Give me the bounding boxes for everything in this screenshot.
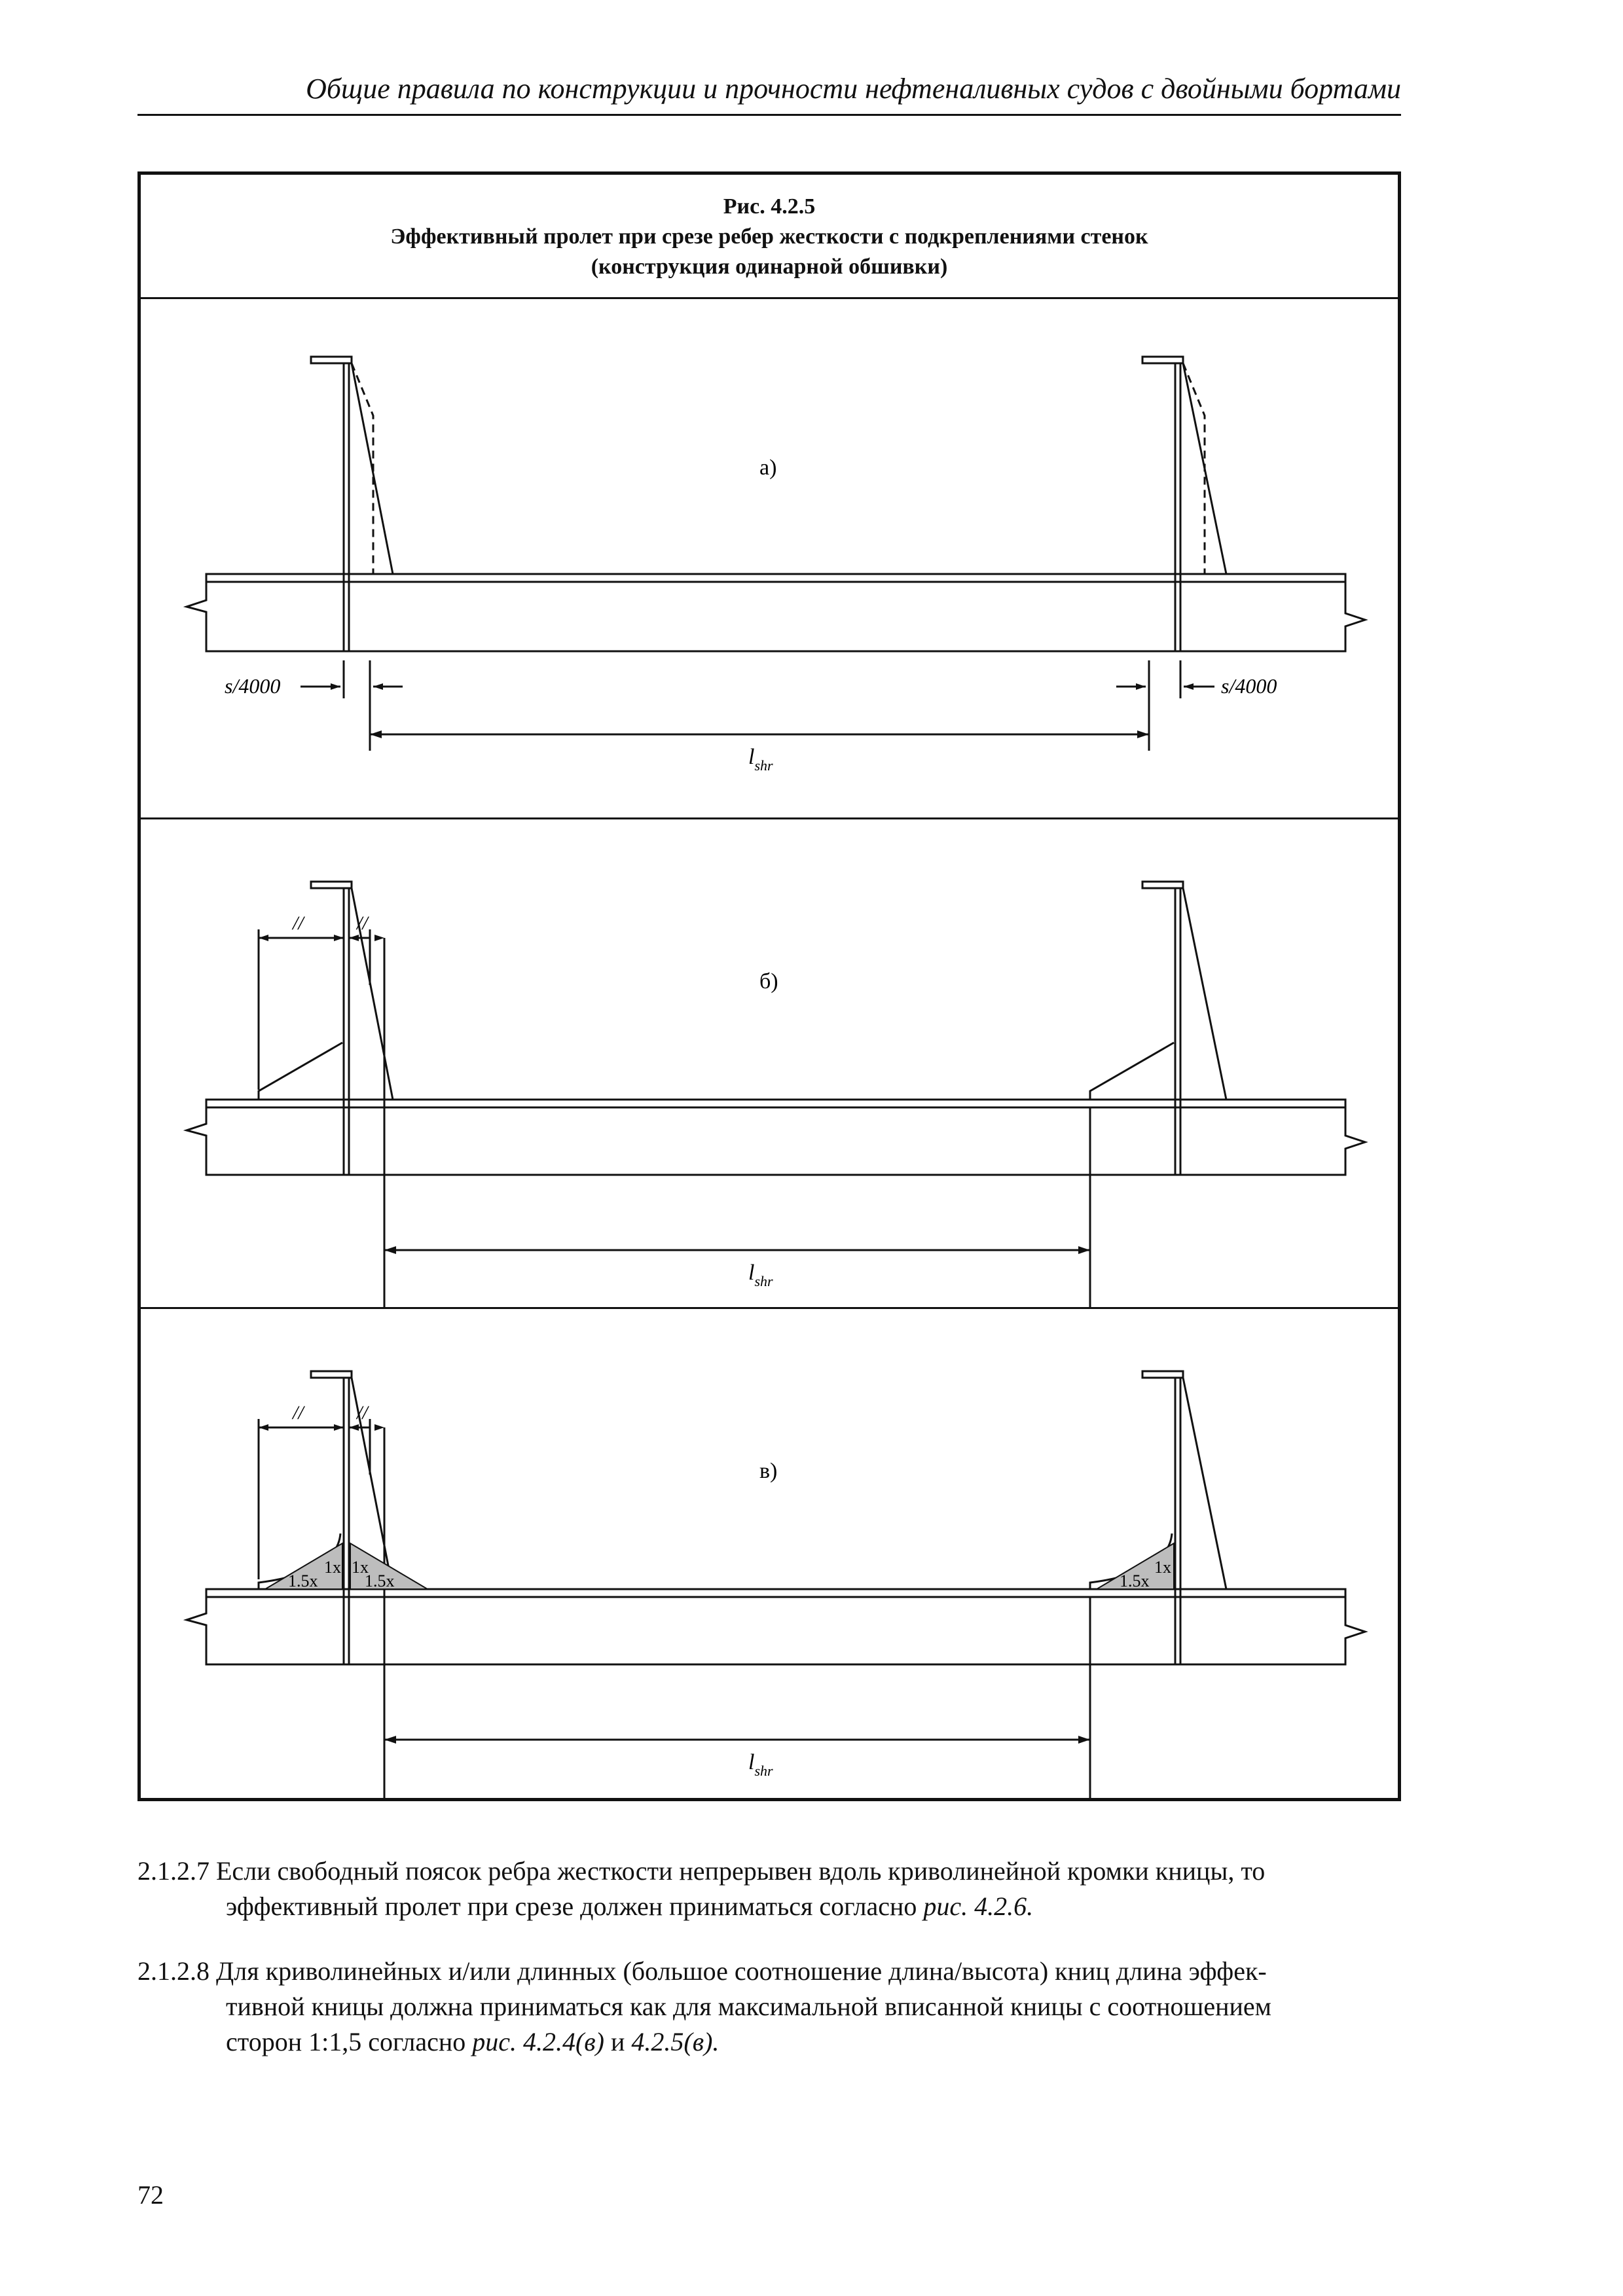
panel-c-drawing [141,1311,1398,1798]
offset-left-label: s/4000 [225,674,281,698]
figure-title-line1: Эффективный пролет при срезе ребер жесткости с подкреплениями стенок [390,224,1148,249]
panel-b-drawing [141,821,1398,1309]
figure-title-line2: (конструкция одинарной обшивки) [591,255,948,279]
para-conj: и [604,2027,632,2056]
running-header: Общие правила по конструкции и прочности нефтеналивных судов с двойными бортами [306,73,1401,105]
mark-left: // [293,912,304,934]
ratio-1x-far: 1x [1154,1558,1171,1577]
ratio-1x-right: 1x [352,1558,369,1577]
header-rule [137,114,1401,116]
panel-c [141,1311,1398,1798]
paragraph-2-1-2-8 [137,1954,1401,2060]
mark-right: // [357,912,368,934]
panel-c-label: в) [759,1459,778,1483]
para-text: сторон 1:1,5 согласно [226,2027,473,2056]
right-toe-bracket [1090,1043,1174,1100]
panel-b-label: б) [759,969,778,994]
para-number: 2.1.2.7 [137,1856,210,1886]
ratio-1x-left: 1x [324,1558,341,1577]
span-label-b: $l_{shr}$ [748,1261,773,1289]
figure-number: Рис. 4.2.5 [723,194,816,219]
span-label-a: $l_{shr}$ [748,745,773,774]
ratio-15x-far: 1.5x [1120,1571,1150,1590]
paragraph-2-1-2-7 [137,1854,1401,1924]
girder-web [187,582,1365,651]
panel-b [141,821,1398,1309]
figure-ref: рис. 4.2.4(в) [472,2027,604,2056]
para-text: Если свободный поясок ребра жесткости непрерывен вдоль криволинейной кромки кницы, то [216,1856,1266,1886]
figure-caption [141,175,1398,299]
left-toe-bracket [259,1043,342,1100]
left-flange [311,357,352,363]
panel-a [141,299,1398,819]
para-text: тивной кницы должна приниматься как для максимальной вписанной кницы с соотношением [226,1992,1271,2021]
mark-right-c: // [357,1402,368,1424]
ratio-15x-left: 1.5x [288,1571,318,1590]
para-number: 2.1.2.8 [137,1956,210,1986]
span-label-c: $l_{shr}$ [748,1750,773,1779]
figure-ref: 4.2.5(в). [631,2027,720,2056]
figure-ref: рис. 4.2.6. [923,1892,1034,1921]
page-number: 72 [137,2180,164,2210]
panel-a-drawing [141,299,1398,819]
mark-left-c: // [293,1402,304,1424]
panel-a-label: а) [759,456,777,480]
para-text: эффективный пролет при срезе должен приниматься согласно [226,1892,924,1921]
right-flange [1142,357,1183,363]
para-text: Для криволинейных и/или длинных (большое соотношение длина/высота) книц длина эффек- [216,1956,1267,1986]
figure-4-2-5 [137,171,1401,1801]
offset-right-label: s/4000 [1221,674,1277,698]
ratio-15x-right: 1.5x [365,1571,395,1590]
